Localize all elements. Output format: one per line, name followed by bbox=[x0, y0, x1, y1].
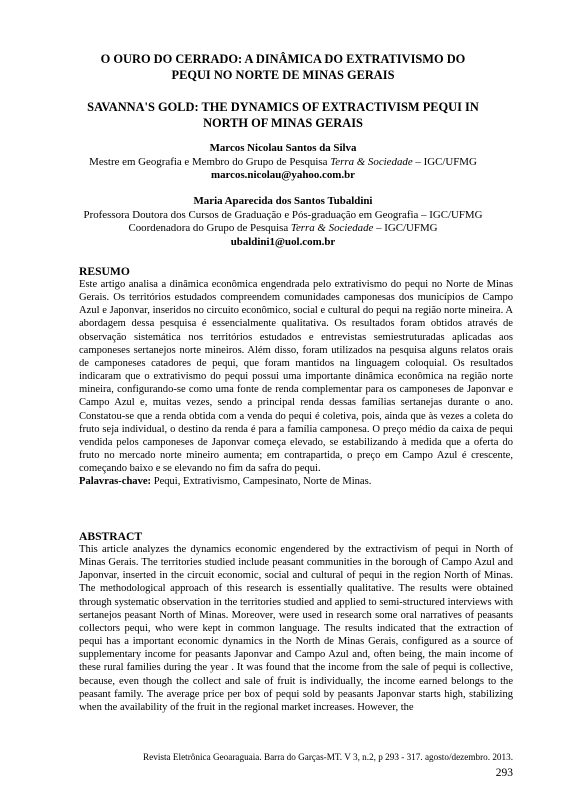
author-block-2 bbox=[60, 195, 506, 249]
research-group-name: Terra & Sociedade bbox=[290, 222, 374, 235]
resumo-heading: RESUMO bbox=[79, 265, 130, 278]
journal-footer: Revista Eletrônica Geoaraguaia. Barra do Garças-MT. V 3, n.2, p 293 - 317. agosto/dezembro. 2013. bbox=[143, 752, 513, 762]
keywords-label: Palavras-chave: bbox=[79, 476, 152, 488]
abstract-body: This article analyzes the dynamics economic engendered by the extractivism of pequi in North of Minas Gerais. The territories studied include peasant communities in the borough of Campo Azul and Japonvar, inserted in the circuit economic, social and cultural of pequi in the region North of Minas. The methodological approach of this research is essentially qualitative. The results were obtained through systematic observation in the territories studied and applied to semi-structured interviews with sertanejos peasant North of Minas. Moreover, were used in research some oral narratives of peasants collectors pequi, who were kept in common language. The results indicated that the extraction of pequi has a important economic dynamics in the North de Minas Gerais, configured as a source of supplementary income for peasants Japonvar and Campo Azul and, often being, the main income of these rural families during the year . It was found that the income from the sale of pequi is collective, because, even though the collect and sale of fruit is individually, the income earned belongs to the peasant family. The average price per box of pequi sold by peasants Japonvar starts high, stabilizing when the availability of the fruit in the regional market increases. However, the bbox=[79, 544, 513, 713]
author-email: ubaldini1@uol.com.br bbox=[230, 235, 336, 248]
resumo-section bbox=[79, 265, 513, 489]
author-name: Marcos Nicolau Santos da Silva bbox=[209, 142, 357, 154]
title-portuguese: O OURO DO CERRADO: A DINÂMICA DO EXTRATIVISMO DO PEQUI NO NORTE DE MINAS GERAIS bbox=[100, 52, 466, 82]
affiliation-text: Mestre em Geografia e Membro do Grupo de Pesquisa bbox=[89, 155, 331, 168]
author-affiliation bbox=[60, 156, 506, 170]
author-email: marcos.nicolau@yahoo.com.br bbox=[211, 169, 355, 182]
author-affiliation-line-2 bbox=[60, 222, 506, 236]
affiliation-institution: – IGC/UFMG bbox=[412, 155, 477, 168]
affiliation-text: Coordenadora do Grupo de Pesquisa bbox=[128, 222, 291, 235]
keywords-line bbox=[79, 475, 513, 488]
abstract-section bbox=[79, 530, 513, 714]
title-english: SAVANNA'S GOLD: THE DYNAMICS OF EXTRACTIVISM PEQUI IN NORTH OF MINAS GERAIS bbox=[87, 100, 479, 130]
affiliation-institution: – IGC/UFMG bbox=[373, 222, 438, 235]
author-block-1 bbox=[60, 142, 506, 183]
abstract-heading: ABSTRACT bbox=[79, 530, 143, 543]
page-number: 293 bbox=[495, 767, 513, 779]
keywords-text: Pequi, Extrativismo, Campesinato, Norte de Minas. bbox=[151, 476, 372, 488]
resumo-body: Este artigo analisa a dinâmica econômica engendrada pelo extrativismo do pequi no Norte de Minas Gerais. Os territórios estudados compreendem comunidades camponesas dos municípios de Campo Azul e Japonvar, inseridos no circuito econômico, social e cultural do pequi na região norte mineira. A abordagem dessa pesquisa é essencialmente qualitativa. Os resultados foram obtidos através de observação sistemática nos territórios estudados e entrevistas semiestruturadas aplicadas aos camponeses sertanejos norte mineiros. Além disso, foram utilizados na pesquisa alguns relatos orais de camponeses catadores de pequi, que foram mantidos na linguagem coloquial. Os resultados indicaram que o extrativismo do pequi possui uma importante dinâmica econômica na região norte mineira, configurando-se como uma fonte de renda complementar para os camponeses de Japonvar e Campo Azul e, muitas vezes, sendo a principal renda dessas famílias sertanejas durante o ano. Constatou-se que a renda obtida com a venda do pequi é coletiva, pois, ainda que às vezes a coleta do fruto seja individual, o destino da renda é para a família camponesa. O preço médio da caixa de pequi vendida pelos camponeses de Japonvar começa elevado, se estabilizando à medida que a oferta do fruto no mercado norte mineiro aumenta; em contrapartida, o preço em Campo Azul é crescente, começando baixo e se elevando no fim da safra do pequi. bbox=[79, 279, 513, 475]
research-group-name: Terra & Sociedade bbox=[330, 155, 413, 168]
author-affiliation-line-1: Professora Doutora dos Cursos de Graduação e Pós-graduação em Geografia – IGC/UFMG bbox=[83, 208, 483, 221]
author-name: Maria Aparecida dos Santos Tubaldini bbox=[193, 195, 373, 207]
